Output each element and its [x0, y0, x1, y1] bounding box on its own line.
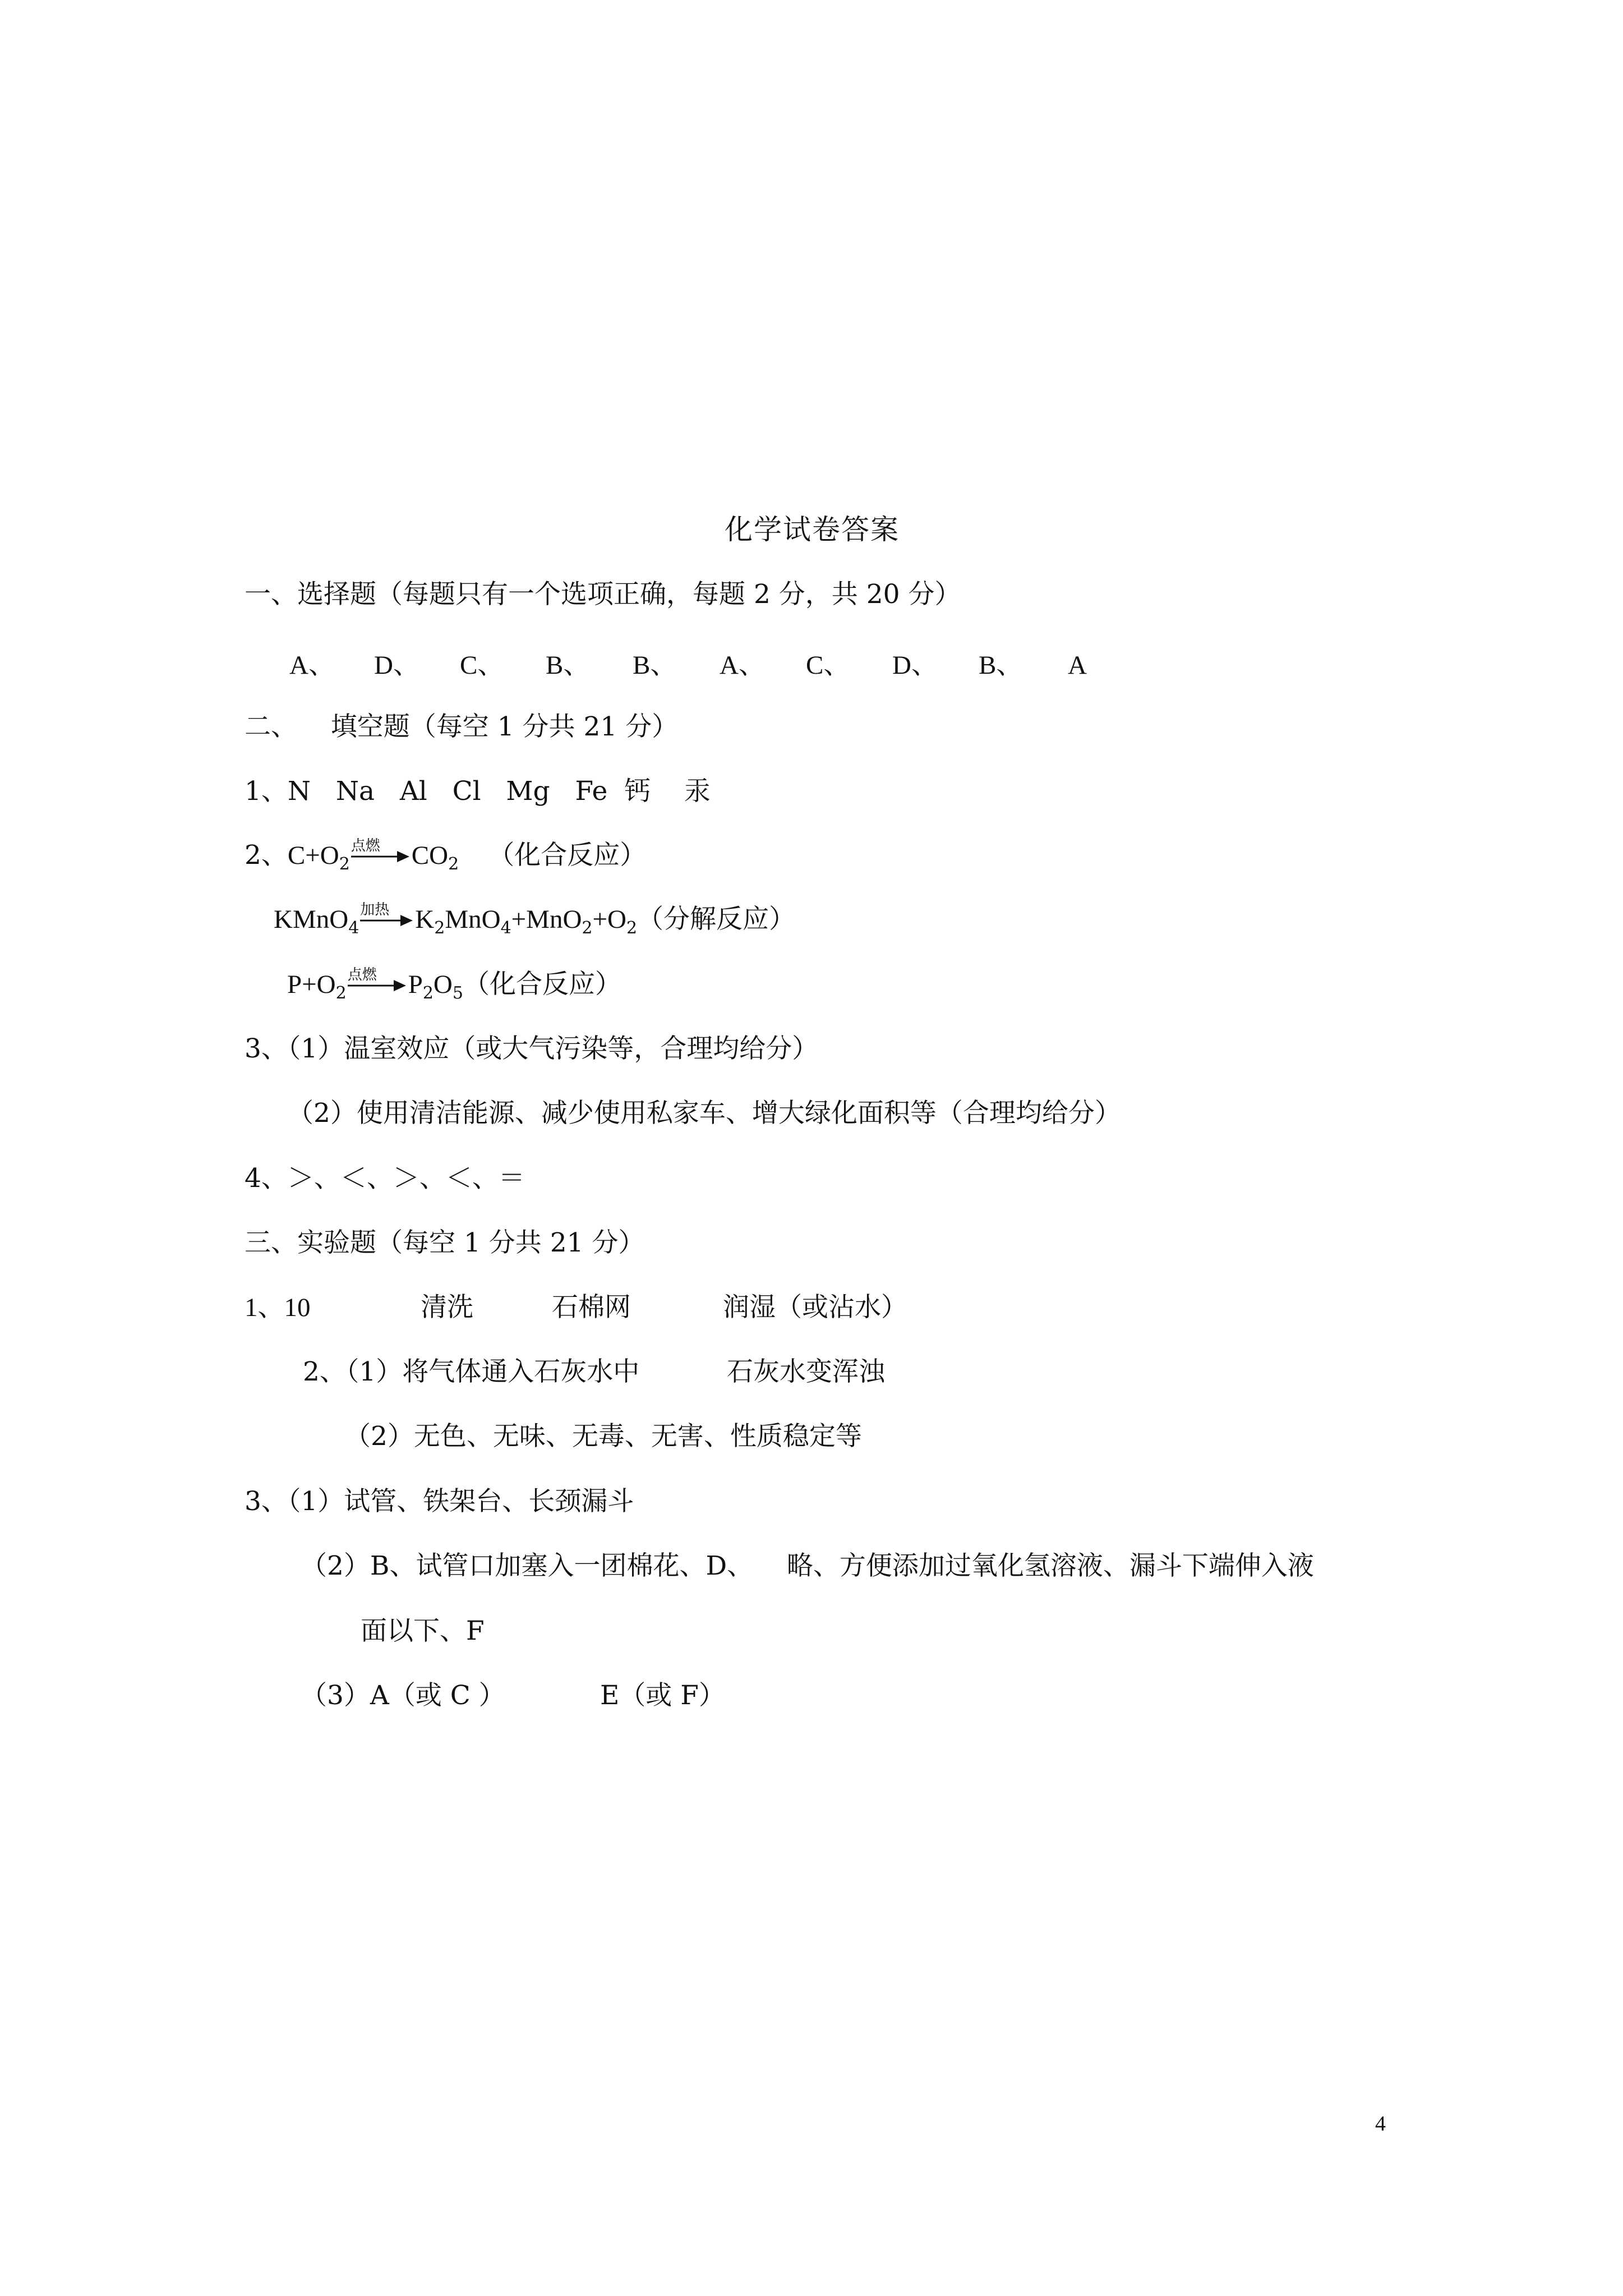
section2-q4: 4、＞、＜、＞、＜、＝ — [245, 1163, 525, 1194]
choice-answer-1: A、 — [289, 651, 335, 680]
page-title: 化学试卷答案 — [725, 513, 900, 546]
reaction-2-reactant: KMnO — [274, 905, 349, 934]
choice-answer-5: B、 — [633, 651, 677, 680]
reaction-2-subscript-b: 4 — [500, 918, 511, 938]
reaction-2-reactant-subscript: 4 — [348, 918, 359, 938]
choice-answer-10: A — [1068, 651, 1087, 680]
section3-q2-2: （2）无色、无味、无毒、无害、性质稳定等 — [344, 1421, 862, 1452]
section3-q3-2-line2: 面以下、F — [361, 1616, 485, 1646]
choice-answer-2: D、 — [374, 651, 419, 680]
arrow-icon — [347, 973, 407, 996]
section2-q1: 1、N Na Al Cl Mg Fe 钙 汞 — [245, 776, 711, 807]
reaction-3-reactants: P+O — [287, 970, 336, 999]
reaction-arrow — [350, 840, 412, 871]
question-number-2: 2、 — [245, 840, 288, 871]
choice-answer-6: A、 — [720, 651, 765, 680]
reaction-condition: 点燃 — [351, 838, 380, 854]
reaction-2-product-c: +MnO — [511, 905, 582, 934]
reaction-1 — [245, 838, 647, 874]
reaction-1-product-subscript: 2 — [448, 854, 459, 874]
reaction-1-reactant-subscript: 2 — [339, 854, 350, 874]
page-number: 4 — [1375, 2112, 1386, 2136]
reaction-2-product-d: +O — [592, 905, 626, 934]
section3-q1-answer-4: 润湿（或沾水） — [723, 1292, 907, 1323]
choice-answers-row — [0, 650, 1623, 681]
choice-answer-9: B、 — [979, 651, 1023, 680]
reaction-3-product-b: O — [433, 970, 453, 999]
arrow-icon — [359, 908, 414, 931]
reaction-1-product: CO — [411, 841, 449, 870]
reaction-2-subscript-c: 2 — [582, 918, 593, 938]
section3-q3-3-a: （3）A（或 C ） — [301, 1680, 505, 1711]
section3-heading: 三、实验题（每空 1 分共 21 分） — [245, 1227, 645, 1258]
reaction-condition: 点燃 — [347, 967, 377, 983]
section3-q2-1-b: 石灰水变浑浊 — [727, 1356, 885, 1387]
reaction-arrow — [359, 901, 415, 935]
section3-q3-2-line1: （2）B、试管口加塞入一团棉花、D、 略、方便添加过氧化氢溶液、漏斗下端伸入液 — [301, 1550, 1314, 1581]
section2-heading: 二、 填空题（每空 1 分共 21 分） — [245, 711, 679, 742]
section3-q3-1: 3、（1）试管、铁架台、长颈漏斗 — [245, 1486, 634, 1517]
section2-q3-1: 3、（1）温室效应（或大气污染等，合理均给分） — [245, 1033, 819, 1064]
arrow-icon — [350, 844, 411, 867]
section3-q1-number: 1、10 — [245, 1293, 311, 1322]
reaction-1-type: （化合反应） — [488, 840, 647, 871]
section3-q3-3-b: E（或 F） — [600, 1680, 725, 1711]
reaction-condition: 加热 — [360, 901, 390, 918]
reaction-3 — [287, 967, 621, 1003]
reaction-2-product-b: MnO — [445, 905, 501, 934]
reaction-3-subscript-b: 5 — [452, 983, 463, 1003]
section3-q1-answer-2: 清洗 — [421, 1292, 473, 1323]
choice-answer-3: C、 — [460, 651, 504, 680]
reaction-2-type: （分解反应） — [637, 904, 796, 935]
reaction-3-reactant-subscript: 2 — [335, 983, 347, 1003]
reaction-arrow — [347, 969, 408, 1000]
reaction-3-product-a: P — [408, 970, 423, 999]
reaction-2-product-a: K — [415, 905, 435, 934]
choice-answer-8: D、 — [892, 651, 938, 680]
section3-q1-answer-3: 石棉网 — [552, 1292, 631, 1323]
choice-answer-7: C、 — [806, 651, 850, 680]
reaction-2-subscript-a: 2 — [434, 918, 445, 938]
reaction-2 — [274, 901, 796, 938]
reaction-3-type: （化合反应） — [463, 969, 621, 1000]
reaction-3-subscript-a: 2 — [422, 983, 434, 1003]
reaction-2-subscript-d: 2 — [626, 918, 638, 938]
section1-heading: 一、选择题（每题只有一个选项正确，每题 2 分，共 20 分） — [245, 579, 961, 610]
section3-q2-1-a: 2、（1）将气体通入石灰水中 — [303, 1356, 640, 1387]
reaction-1-reactants: C+O — [287, 841, 339, 870]
choice-answer-4: B、 — [546, 651, 590, 680]
section2-q3-2: （2）使用清洁能源、减少使用私家车、增大绿化面积等（合理均给分） — [287, 1098, 1121, 1129]
